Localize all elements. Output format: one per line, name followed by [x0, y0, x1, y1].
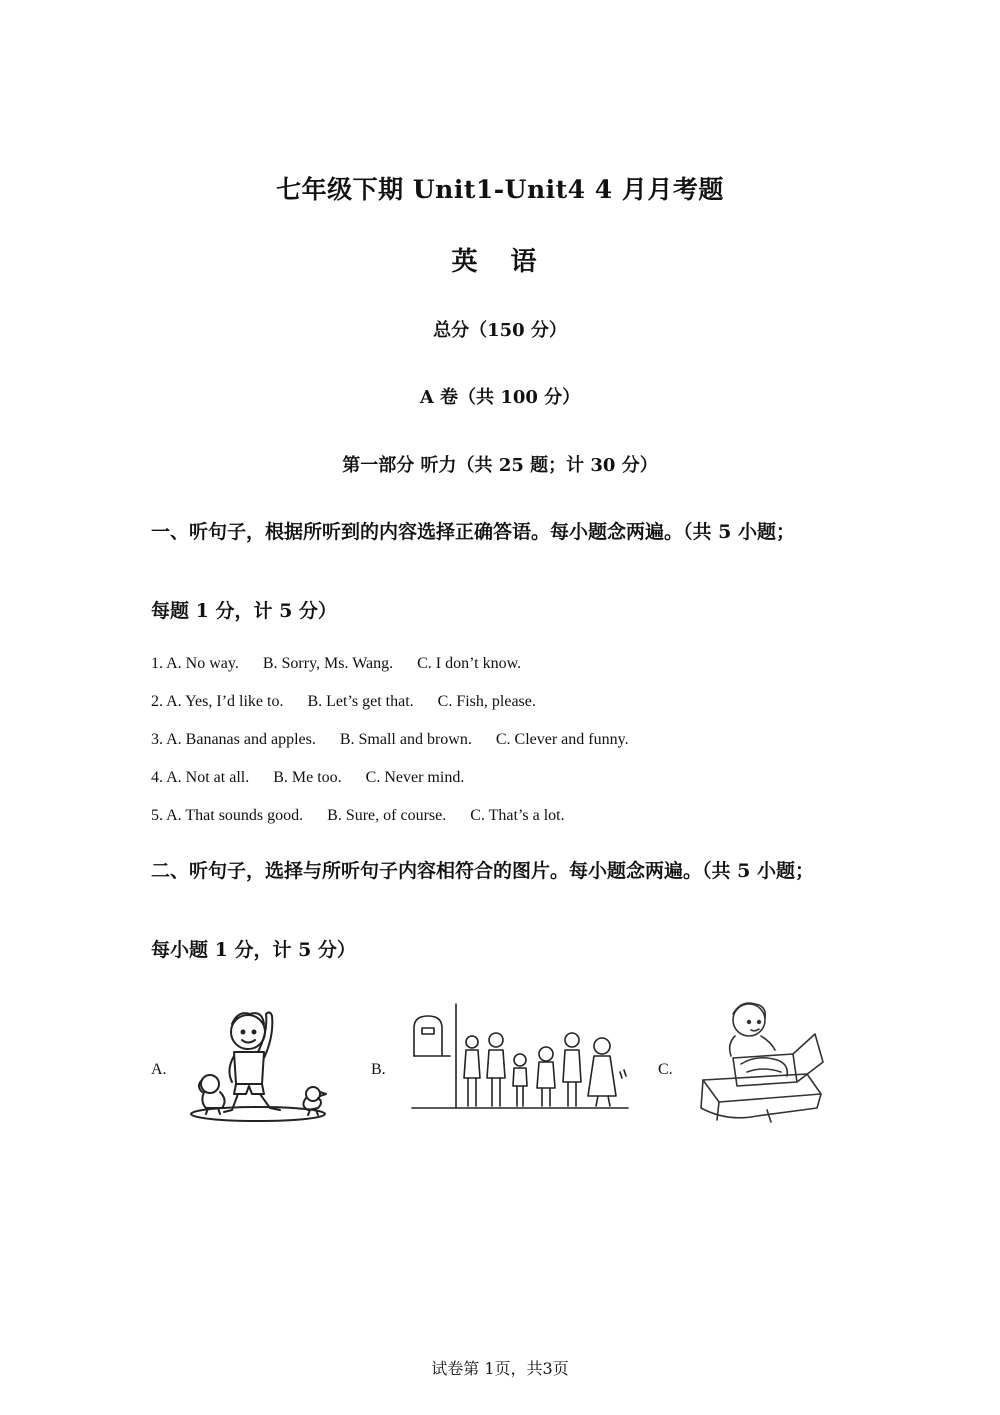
question-4	[151, 769, 484, 787]
question-1	[151, 655, 541, 673]
exam-title: 七年级下期 Unit1-Unit4 4 月月考题	[276, 175, 724, 204]
boy-exercising-icon	[188, 1002, 330, 1122]
question-1-option-a: 1. A. No way.	[151, 655, 239, 672]
question-3	[151, 731, 649, 749]
volume-heading: A 卷（共 100 分）	[419, 387, 581, 408]
part-heading: 第一部分 听力（共 25 题；计 30 分）	[342, 455, 658, 476]
question-3-option-b: B. Small and brown.	[339, 731, 472, 748]
question-1-option-b: B. Sorry, Ms. Wang.	[262, 655, 394, 672]
section1-title-line1: 一、听句子，根据所听到的内容选择正确答语。每小题念两遍。（共 5 小题；	[151, 521, 795, 543]
question-4-option-b: B. Me too.	[273, 769, 342, 786]
question-2	[151, 693, 556, 711]
question-4-option-c: C. Never mind.	[365, 769, 465, 786]
section2-title-line1: 二、听句子，选择与所听句子内容相符合的图片。每小题念两遍。（共 5 小题；	[151, 860, 814, 882]
boy-packing-suitcase-icon	[697, 998, 829, 1126]
total-score: 总分（150 分）	[433, 320, 567, 341]
picture-a-label: A.	[151, 1061, 167, 1078]
page-footer: 试卷第 1页，共3页	[431, 1359, 569, 1378]
people-waiting-in-line-icon	[410, 1002, 630, 1114]
question-1-option-c: C. I don’t know.	[417, 655, 522, 672]
question-5-option-b: B. Sure, of course.	[327, 807, 447, 824]
question-2-option-b: B. Let’s get that.	[307, 693, 414, 710]
picture-c-label: C.	[658, 1061, 673, 1078]
question-2-option-a: 2. A. Yes, I’d like to.	[151, 693, 284, 710]
question-2-option-c: C. Fish, please.	[437, 693, 536, 710]
section1-title-line2: 每题 1 分，计 5 分）	[151, 600, 337, 622]
picture-b-label: B.	[371, 1061, 386, 1078]
question-3-option-a: 3. A. Bananas and apples.	[151, 731, 316, 748]
question-5-option-c: C. That’s a lot.	[470, 807, 565, 824]
question-4-option-a: 4. A. Not at all.	[151, 769, 250, 786]
subject-title: 英 语	[451, 247, 549, 277]
section2-title-line2: 每小题 1 分，计 5 分）	[151, 939, 356, 961]
question-5-option-a: 5. A. That sounds good.	[151, 807, 304, 824]
question-3-option-c: C. Clever and funny.	[495, 731, 629, 748]
question-5	[151, 807, 585, 825]
